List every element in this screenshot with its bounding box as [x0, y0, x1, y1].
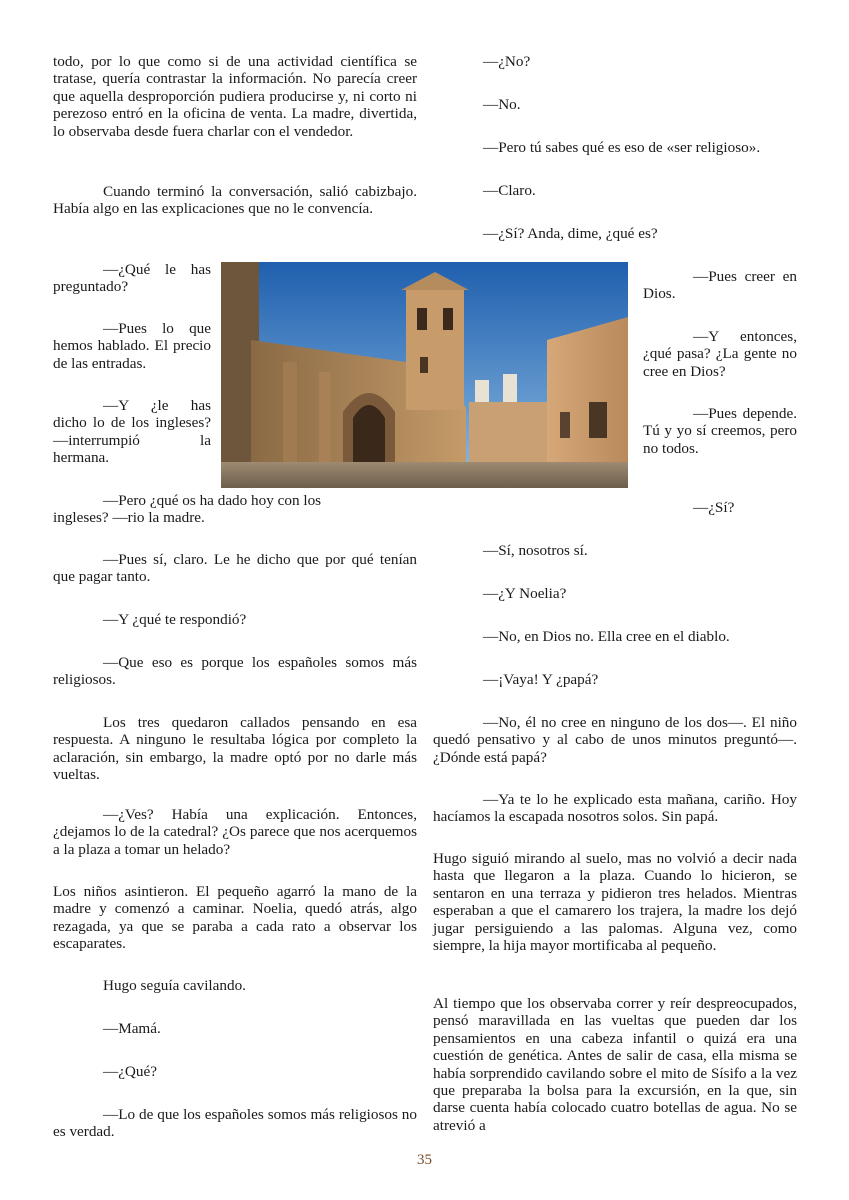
paragraph: Al tiempo que los observaba correr y reír despreocupados, pensó maravillada en las vueltas que pueden dar los pensamientos en una cabeza infantil o quizá era una cuestión de genética. Antes de salir de casa, ella misma se había sorprendido cavilando sobre el mito de Sísifo a la vez que preparaba la bolsa para la excursión, en la que, sin darse cuenta había colocado cuatro botellas de agua. No se atrevió a	[433, 995, 797, 1134]
dialogue-line: —¿Qué?	[103, 1063, 157, 1080]
dialogue-line: —Claro.	[483, 182, 536, 199]
paragraph: Hugo siguió mirando al suelo, mas no volvió a decir nada hasta que llegaron a la plaza. Cuando lo hicieron, se sentaron en una terraza y pidieron tres helados. Mientras esperaban a que el camarero los trajera, la madre los dejó jugar persiguiendo a las palomas. Alguna vez, como siempre, la hija mayor mortificaba al pequeño.	[433, 850, 797, 955]
dialogue-line: —Mamá.	[103, 1020, 161, 1037]
dialogue-line: —No.	[483, 96, 521, 113]
paragraph: todo, por lo que como si de una actividad científica se tratase, quería contrastar la información. No parecía creer que aquella desproporción pudiera producirse y, ni corto ni perezoso entró en la oficina de venta. La madre, divertida, lo observaba desde fuera charlar con el vendedor.	[53, 53, 417, 140]
page-number: 35	[417, 1152, 432, 1168]
dialogue-line: —Lo de que los españoles somos más religiosos no es verdad.	[53, 1106, 417, 1141]
dialogue-line: —¿No?	[483, 53, 531, 70]
paragraph: Cuando terminó la conversación, salió cabizbajo. Había algo en las explicaciones que no le convencía.	[53, 183, 417, 218]
dialogue-line: —Pero ¿qué os ha dado hoy con los ingleses? —rio la madre.	[53, 492, 322, 527]
dialogue-line: —Y entonces, ¿qué pasa? ¿La gente no cree en Dios?	[643, 328, 797, 380]
dialogue-line: —Sí, nosotros sí.	[483, 542, 588, 559]
dialogue-line: —Y ¿le has dicho lo de los ingleses? —interrumpió la hermana.	[53, 397, 211, 467]
dialogue-line: —No, en Dios no. Ella cree en el diablo.	[483, 628, 730, 645]
dialogue-line: —Pues depende. Tú y yo sí creemos, pero no todos.	[643, 405, 797, 457]
paragraph: Hugo seguía cavilando.	[103, 977, 246, 994]
dialogue-line: —¿Y Noelia?	[483, 585, 567, 602]
dialogue-line: —No, él no cree en ninguno de los dos—. El niño quedó pensativo y al cabo de unos minutos preguntó—. ¿Dónde está papá?	[433, 714, 797, 766]
paragraph: Los niños asintieron. El pequeño agarró la mano de la madre y comenzó a caminar. Noelia, quedó atrás, algo rezagada, ya que se paraba a cada rato a observar los escaparates.	[53, 883, 417, 953]
dialogue-line: —Pero tú sabes qué es eso de «ser religioso».	[483, 139, 761, 156]
dialogue-line: —¿Sí? Anda, dime, ¿qué es?	[483, 225, 658, 242]
dialogue-line: —Pues lo que hemos hablado. El precio de las entradas.	[53, 320, 211, 372]
dialogue-line: —Pues creer en Dios.	[643, 268, 797, 303]
dialogue-line: —Y ¿qué te respondió?	[103, 611, 247, 628]
dialogue-line: —Ya te lo he explicado esta mañana, cariño. Hoy hacíamos la escapada nosotros solos. Sin papá.	[433, 791, 797, 826]
dialogue-line: —¡Vaya! Y ¿papá?	[483, 671, 599, 688]
dialogue-line: —¿Sí?	[693, 499, 735, 516]
paragraph: Los tres quedaron callados pensando en esa respuesta. A ninguno le resultaba lógica por completo la aclaración, sin embargo, la madre optó por no darle más vueltas.	[53, 714, 417, 784]
dialogue-line: —Pues sí, claro. Le he dicho que por qué tenían que pagar tanto.	[53, 551, 417, 586]
dialogue-line: —¿Qué le has preguntado?	[53, 261, 211, 296]
dialogue-line: —¿Ves? Había una explicación. Entonces, ¿dejamos lo de la catedral? ¿Os parece que nos acerquemos a la plaza a tomar un helado?	[53, 806, 417, 858]
cathedral-photo	[221, 262, 628, 488]
dialogue-line: —Que eso es porque los españoles somos más religiosos.	[53, 654, 417, 689]
